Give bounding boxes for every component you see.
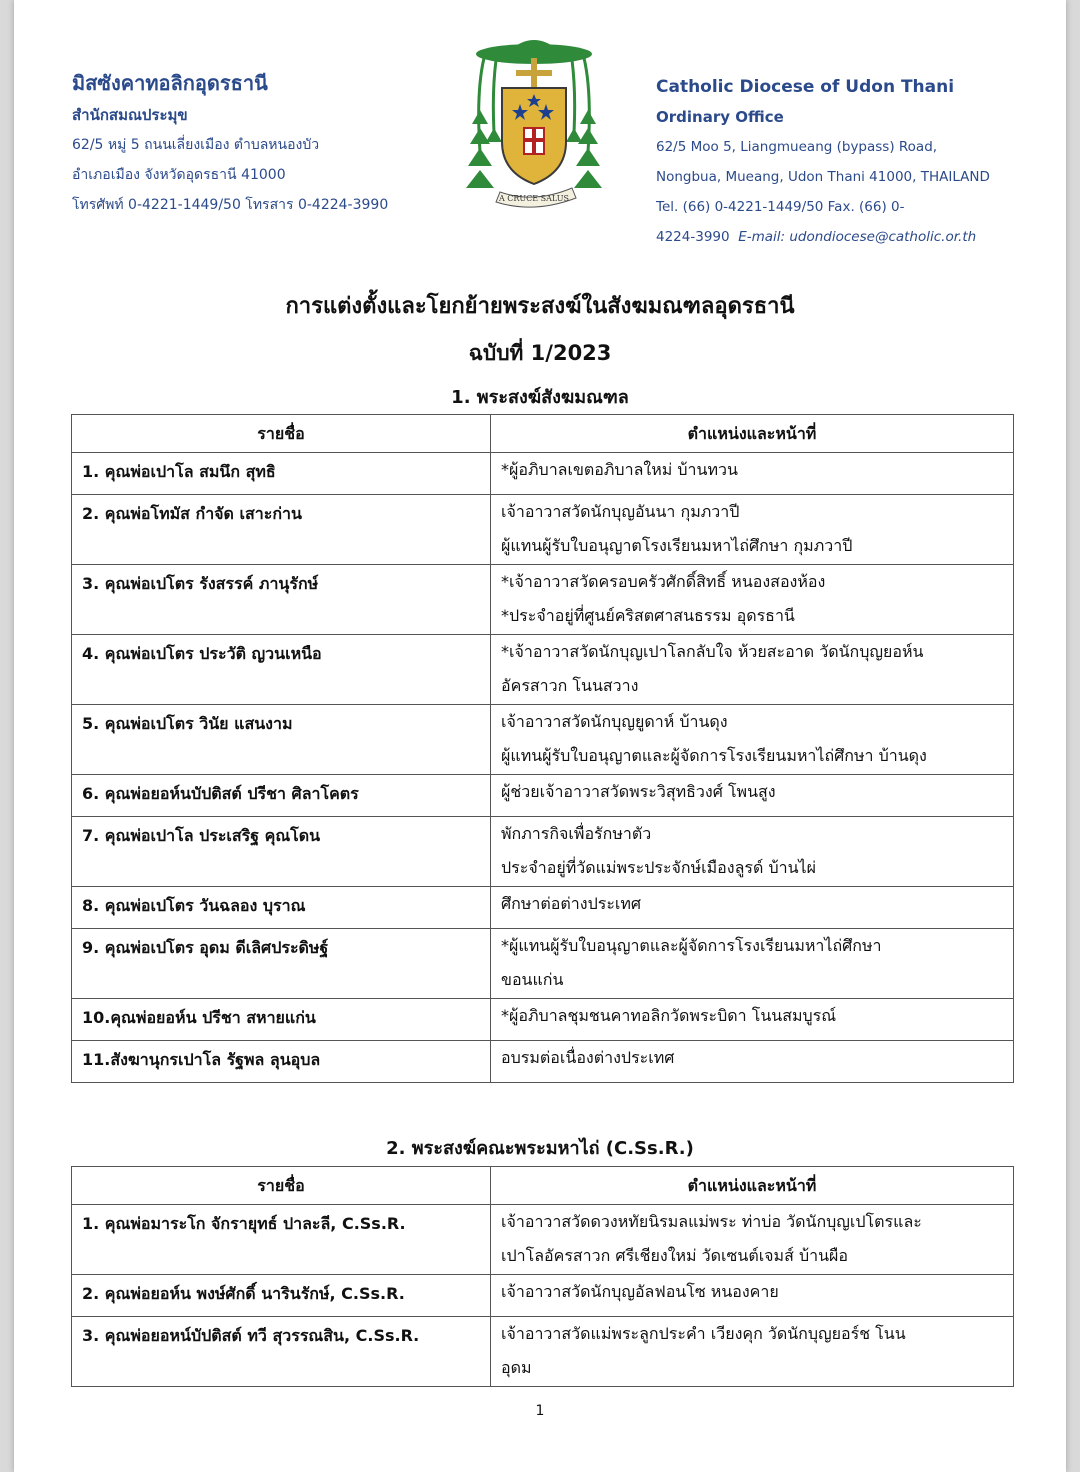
priest-name: 2. คุณพ่อยอห์น พงษ์ศักดิ์ นารินรักษ์, C.Ss.R. bbox=[72, 1275, 491, 1317]
table-row bbox=[72, 705, 1014, 775]
table-row bbox=[72, 887, 1014, 929]
priest-name: 4. คุณพ่อเปโตร ประวัติ ญวนเหนือ bbox=[72, 635, 491, 705]
table-row bbox=[72, 775, 1014, 817]
redemptorist-priests-table bbox=[71, 1166, 1014, 1387]
office-name-th: สำนักสมณประมุข bbox=[72, 106, 188, 124]
duty-line: เจ้าอาวาสวัดดวงหทัยนิรมลแม่พระ ท่าบ่อ วัดนักบุญเปโตรและ bbox=[501, 1212, 922, 1231]
table-row bbox=[72, 817, 1014, 887]
duty-line: อุดม bbox=[501, 1358, 532, 1377]
contact-line-en bbox=[656, 222, 990, 252]
duty-line: ศึกษาต่อต่างประเทศ bbox=[501, 894, 642, 913]
duty-line: *ประจำอยู่ที่ศูนย์คริสตศาสนธรรม อุดรธานี bbox=[501, 606, 795, 625]
diocese-name-th: มิสซังคาทอลิกอุดรธานี bbox=[72, 71, 268, 95]
priest-name: 10.คุณพ่อยอห์น ปรีชา สหายแก่น bbox=[72, 999, 491, 1041]
column-header-duty: ตำแหน่งและหน้าที่ bbox=[491, 1167, 1014, 1205]
duty-line: อัครสาวก โนนสวาง bbox=[501, 676, 639, 695]
table-row bbox=[72, 999, 1014, 1041]
priest-name: 11.สังฆานุกรเปาโล รัฐพล ลุนอุบล bbox=[72, 1041, 491, 1083]
priest-name: 7. คุณพ่อเปาโล ประเสริฐ คุณโดน bbox=[72, 817, 491, 887]
email-text: E-mail: udondiocese@catholic.or.th bbox=[738, 229, 977, 245]
priest-duty bbox=[491, 453, 1014, 495]
priest-duty bbox=[491, 999, 1014, 1041]
letterhead-english bbox=[656, 72, 990, 252]
duty-line: *ผู้อภิบาลเขตอภิบาลใหม่ บ้านทวน bbox=[501, 460, 738, 479]
duty-line: เจ้าอาวาสวัดนักบุญอัลฟอนโซ หนองคาย bbox=[501, 1282, 779, 1301]
priest-duty bbox=[491, 1317, 1014, 1387]
priest-name: 5. คุณพ่อเปโตร วินัย แสนงาม bbox=[72, 705, 491, 775]
diocese-name-en: Catholic Diocese of Udon Thani bbox=[656, 77, 955, 97]
duty-line: *เจ้าอาวาสวัดนักบุญเปาโลกลับใจ ห้วยสะอาด วัดนักบุญยอห์น bbox=[501, 642, 924, 661]
duty-line: ผู้ช่วยเจ้าอาวาสวัดพระวิสุทธิวงศ์ โพนสูง bbox=[501, 782, 776, 801]
table-row bbox=[72, 635, 1014, 705]
phone-th: โทรศัพท์ 0-4221-1449/50 โทรสาร 0-4224-3990 bbox=[72, 197, 389, 213]
priest-duty bbox=[491, 635, 1014, 705]
diocesan-rows bbox=[72, 453, 1014, 1083]
section-heading-diocesan: 1. พระสงฆ์สังฆมณฑล bbox=[451, 387, 629, 408]
address-line2-th: อำเภอเมือง จังหวัดอุดรธานี 41000 bbox=[72, 167, 286, 183]
page-edge-right bbox=[1066, 0, 1080, 1472]
diocesan-priests-table bbox=[71, 414, 1014, 1083]
issue-number: ฉบับที่ 1/2023 bbox=[468, 341, 612, 365]
priest-duty bbox=[491, 495, 1014, 565]
priest-name: 6. คุณพ่อยอห์นบัปติสต์ ปรีชา ศิลาโคตร bbox=[72, 775, 491, 817]
priest-duty bbox=[491, 565, 1014, 635]
duty-line: *เจ้าอาวาสวัดครอบครัวศักดิ์สิทธิ์ หนองสองห้อง bbox=[501, 572, 826, 591]
office-name-en: Ordinary Office bbox=[656, 108, 784, 126]
table-row bbox=[72, 1275, 1014, 1317]
fax-continued: 4224-3990 bbox=[656, 229, 730, 245]
coat-of-arms-icon bbox=[454, 32, 614, 212]
phone-en: Tel. (66) 0-4221-1449/50 Fax. (66) 0- bbox=[656, 199, 905, 215]
duty-line: ประจำอยู่ที่วัดแม่พระประจักษ์เมืองลูรด์ บ้านไผ่ bbox=[501, 858, 816, 877]
column-header-name: รายชื่อ bbox=[72, 1167, 491, 1205]
table-row bbox=[72, 495, 1014, 565]
duty-line: เปาโลอัครสาวก ศรีเชียงใหม่ วัดเซนต์เจมส์ บ้านผือ bbox=[501, 1246, 849, 1265]
priest-name: 3. คุณพ่อเปโตร รังสรรค์ ภานุรักษ์ bbox=[72, 565, 491, 635]
duty-line: อบรมต่อเนื่องต่างประเทศ bbox=[501, 1048, 675, 1067]
table-row bbox=[72, 1205, 1014, 1275]
priest-duty bbox=[491, 887, 1014, 929]
priest-name: 8. คุณพ่อเปโตร วันฉลอง บุราณ bbox=[72, 887, 491, 929]
duty-line: เจ้าอาวาสวัดนักบุญอันนา กุมภวาปี bbox=[501, 502, 740, 521]
priest-name: 1. คุณพ่อมาระโก จักรายุทธ์ ปาละลี, C.Ss.R. bbox=[72, 1205, 491, 1275]
duty-line: เจ้าอาวาสวัดนักบุญยูดาห์ บ้านดุง bbox=[501, 712, 728, 731]
column-header-duty: ตำแหน่งและหน้าที่ bbox=[491, 415, 1014, 453]
priest-name: 1. คุณพ่อเปาโล สมนึก สุทธิ bbox=[72, 453, 491, 495]
priest-name: 3. คุณพ่อยอหน์บัปติสต์ ทวี สุวรรณสิน, C.Ss.R. bbox=[72, 1317, 491, 1387]
priest-duty bbox=[491, 775, 1014, 817]
duty-line: พักภารกิจเพื่อรักษาตัว bbox=[501, 824, 652, 843]
page-number: 1 bbox=[535, 1403, 545, 1419]
address-line2-en: Nongbua, Mueang, Udon Thani 41000, THAILAND bbox=[656, 169, 990, 185]
duty-line: ผู้แทนผู้รับใบอนุญาตโรงเรียนมหาไถ่ศึกษา กุมภวาปี bbox=[501, 536, 853, 555]
document-title: การแต่งตั้งและโยกย้ายพระสงฆ์ในสังฆมณฑลอุดรธานี bbox=[285, 294, 795, 319]
priest-duty bbox=[491, 1275, 1014, 1317]
priest-duty bbox=[491, 1205, 1014, 1275]
duty-line: *ผู้อภิบาลชุมชนคาทอลิกวัดพระบิดา โนนสมบูรณ์ bbox=[501, 1006, 837, 1025]
table-row bbox=[72, 929, 1014, 999]
duty-line: *ผู้แทนผู้รับใบอนุญาตและผู้จัดการโรงเรียนมหาไถ่ศึกษา bbox=[501, 936, 882, 955]
table-row bbox=[72, 1041, 1014, 1083]
address-line1-th: 62/5 หมู่ 5 ถนนเลี่ยงเมือง ตำบลหนองบัว bbox=[72, 137, 320, 153]
priest-duty bbox=[491, 929, 1014, 999]
motto-text: A CRUCE SALUS bbox=[498, 194, 570, 203]
table-row bbox=[72, 565, 1014, 635]
redemptorist-rows bbox=[72, 1205, 1014, 1387]
table-row bbox=[72, 1317, 1014, 1387]
priest-name: 9. คุณพ่อเปโตร อุดม ดีเลิศประดิษฐ์ bbox=[72, 929, 491, 999]
address-line1-en: 62/5 Moo 5, Liangmueang (bypass) Road, bbox=[656, 139, 938, 155]
letterhead-thai bbox=[72, 66, 388, 220]
document-page bbox=[14, 0, 1066, 1472]
priest-duty bbox=[491, 705, 1014, 775]
duty-line: ผู้แทนผู้รับใบอนุญาตและผู้จัดการโรงเรียนมหาไถ่ศึกษา บ้านดุง bbox=[501, 746, 927, 765]
table-row bbox=[72, 453, 1014, 495]
priest-duty bbox=[491, 817, 1014, 887]
priest-name: 2. คุณพ่อโทมัส กำจัด เสาะก่าน bbox=[72, 495, 491, 565]
page-edge-left bbox=[0, 0, 14, 1472]
duty-line: ขอนแก่น bbox=[501, 970, 564, 989]
column-header-name: รายชื่อ bbox=[72, 415, 491, 453]
priest-duty bbox=[491, 1041, 1014, 1083]
duty-line: เจ้าอาวาสวัดแม่พระลูกประคำ เวียงคุก วัดนักบุญยอร์ช โนน bbox=[501, 1324, 906, 1343]
section-heading-redemptorist: 2. พระสงฆ์คณะพระมหาไถ่ (C.Ss.R.) bbox=[386, 1138, 694, 1159]
